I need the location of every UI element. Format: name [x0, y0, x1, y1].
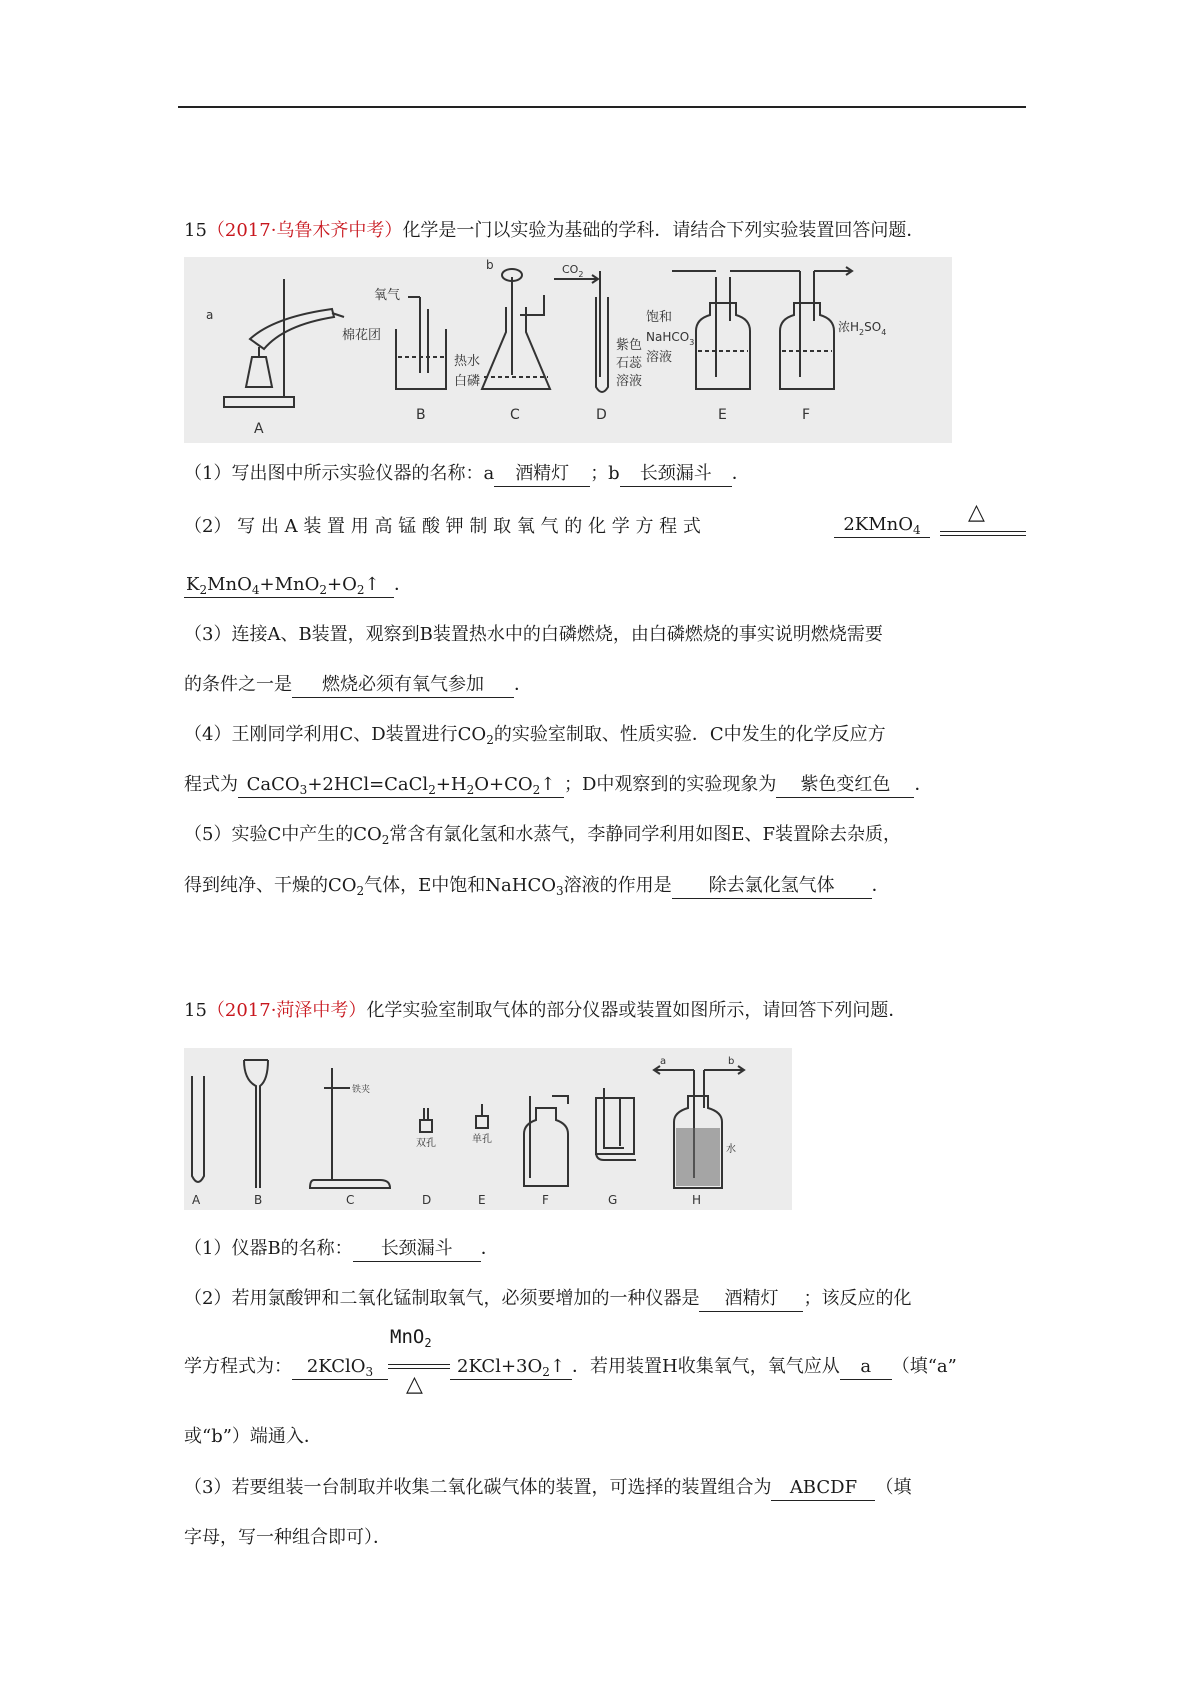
label-A: A	[192, 1193, 201, 1207]
q2-part2-line2	[184, 1326, 1026, 1397]
q1-number: 15	[184, 220, 207, 241]
label-a: a	[206, 308, 214, 322]
q2-part3-line2: 字母，写一种组合即可）．	[184, 1527, 391, 1548]
q2-p2-mid: ．若用装置H收集氧气，氧气应从	[572, 1356, 840, 1377]
label-oxygen: 氧气	[374, 288, 401, 303]
q2-figure	[184, 1048, 792, 1210]
label-co2: $CO_2$	[562, 263, 584, 279]
q1-p1-pre: （1）写出图中所示实验仪器的名称：a	[184, 463, 495, 484]
label-h-water: 水	[726, 1144, 736, 1155]
q1-p5-end: ．	[871, 875, 890, 896]
q1-p2-reactant: 2KMnO$_4$	[834, 513, 930, 538]
q1-p2-products: $K_2MnO_4+MnO_2+O_2↑$	[184, 573, 394, 598]
q2-stem: 化学实验室制取气体的部分仪器或装置如图所示，请回答下列问题．	[366, 1000, 907, 1021]
apparatus-a-base	[224, 397, 294, 407]
q1-p4-end: ．	[914, 774, 933, 795]
q1-p1-mid: ；b	[590, 463, 620, 484]
q1-p3-end: ．	[514, 674, 532, 695]
q2-part3-line1: （3）若要组装一台制取并收集二氧化碳气体的装置，可选择的装置组合为 ABCDF （填	[184, 1474, 1026, 1502]
q2-source: （2017·菏泽中考）	[206, 1000, 367, 1021]
q2-part2-line3: 或“b”）端通入．	[184, 1426, 322, 1447]
q1-part3-line1: （3）连接A、B装置，观察到B装置热水中的白磷燃烧，由白磷燃烧的事实说明燃烧需要	[184, 624, 883, 645]
delta-sign: △	[968, 500, 985, 525]
label-purple-1: 紫色	[616, 338, 643, 353]
q2-p2-pre: 学方程式为：	[184, 1356, 292, 1377]
label-A: A	[254, 421, 264, 437]
q1-p1-end: ．	[731, 463, 750, 484]
heat-sign: △	[406, 1372, 423, 1397]
label-h-b: b	[728, 1056, 735, 1067]
q2-p2-condition: $\frac{MnO_2}{\triangle}$	[388, 1353, 450, 1381]
q1-p2-pre: （2） 写 出 A 装 置 用 高 锰 酸 钾 制 取 氧 气 的 化 学 方 程 式	[184, 516, 701, 537]
q1-p3-answer: 燃烧必须有氧气参加	[292, 673, 514, 698]
q2-p1-answer: 长颈漏斗	[353, 1237, 481, 1262]
q1-p1-answer-b: 长颈漏斗	[620, 462, 732, 487]
q1-p4-answer-phenomenon: 紫色变红色	[776, 773, 914, 798]
label-sat-2: NaHCO$_3$	[646, 330, 695, 347]
label-cotton: 棉花团	[342, 328, 382, 343]
q2-p2-reactant: 2KClO$_3$	[292, 1355, 388, 1380]
q2-p1-end: ．	[480, 1238, 499, 1259]
label-purple-2: 石蕊	[616, 356, 643, 371]
q1-part3-line2	[184, 671, 1026, 699]
catalyst-label: MnO	[390, 1326, 425, 1348]
label-b: b	[486, 258, 494, 272]
label-e-note: 单孔	[472, 1134, 492, 1145]
label-E: E	[478, 1193, 486, 1207]
label-D: D	[422, 1193, 432, 1207]
label-B: B	[416, 407, 426, 423]
q1-stem: 化学是一门以实验为基础的学科．请结合下列实验装置回答问题．	[402, 220, 925, 241]
q1-p1-answer-a: 酒精灯	[494, 462, 590, 487]
label-purple-3: 溶液	[616, 374, 643, 389]
q1-p4-answer-equation: $CaCO_3+2HCl=CaCl_2+H_2O+CO_2↑$	[238, 773, 564, 798]
q1-part2-products	[184, 571, 1026, 599]
q1-p3-pre: 的条件之一是	[184, 674, 292, 695]
q1-source: （2017·乌鲁木齐中考）	[206, 220, 403, 241]
q1-part5-line2: 得到纯净、干燥的$CO_2$气体，E中饱和NaHCO$_3$溶液的作用是 除去氯化氢气体 ．	[184, 875, 890, 898]
label-C: C	[346, 1193, 355, 1207]
label-hot-water: 热水	[454, 354, 481, 369]
q2-p2-products: $2KCl+3O_2↑$	[450, 1355, 572, 1380]
q2-p2-answer-instrument: 酒精灯	[699, 1287, 803, 1312]
q1-p4-pre: 程式为	[184, 774, 238, 795]
label-C: C	[510, 407, 520, 423]
label-white-p: 白磷	[454, 374, 481, 389]
q2-p2-after: （填“a”	[891, 1356, 957, 1377]
label-h-a: a	[660, 1056, 667, 1067]
label-c-clip: 铁夹	[352, 1085, 371, 1095]
q1-p2-condition	[940, 499, 1026, 527]
label-G: G	[608, 1193, 618, 1207]
q1-figure	[184, 257, 952, 443]
q2-heading	[184, 997, 1026, 1025]
q1-part4-line1: （4）王刚同学利用C、D装置进行$CO_2$的实验室制取、性质实验．C中发生的化学反应方	[184, 724, 886, 747]
q1-part4-line2	[184, 771, 1026, 799]
header-rule	[178, 106, 1026, 108]
label-F: F	[802, 407, 811, 423]
q2-p1-pre: （1）仪器B的名称：	[184, 1238, 353, 1259]
label-D: D	[596, 407, 607, 423]
label-acid: 浓$H_2SO_4$	[838, 320, 887, 337]
q1-p4-mid: ；D中观察到的实验现象为	[564, 774, 777, 795]
q2-p3-answer: ABCDF	[771, 1476, 875, 1501]
label-E: E	[718, 407, 727, 423]
q2-p2-answer-port: a	[840, 1355, 892, 1380]
q1-part2	[184, 500, 1026, 541]
label-B: B	[254, 1193, 263, 1207]
q1-heading	[184, 217, 1026, 245]
q2-part1	[184, 1235, 1026, 1263]
label-H: H	[692, 1193, 702, 1207]
q1-part1	[184, 460, 1026, 488]
q1-p2-end: ．	[394, 574, 412, 595]
label-sat-1: 饱和	[646, 310, 673, 325]
q2-part2-line1: （2）若用氯酸钾和二氧化锰制取氧气，必须要增加的一种仪器是 酒精灯 ；该反应的化	[184, 1285, 1026, 1313]
q2-number: 15	[184, 1000, 207, 1021]
q1-part5-line1: （5）实验C中产生的$CO_2$常含有氯化氢和水蒸气，李静同学利用如图E、F装置除去杂质，	[184, 824, 902, 847]
label-F: F	[542, 1193, 549, 1207]
label-sat-3: 溶液	[646, 350, 673, 365]
label-d-note: 双孔	[416, 1138, 436, 1149]
q1-p5-answer: 除去氯化氢气体	[672, 874, 872, 899]
